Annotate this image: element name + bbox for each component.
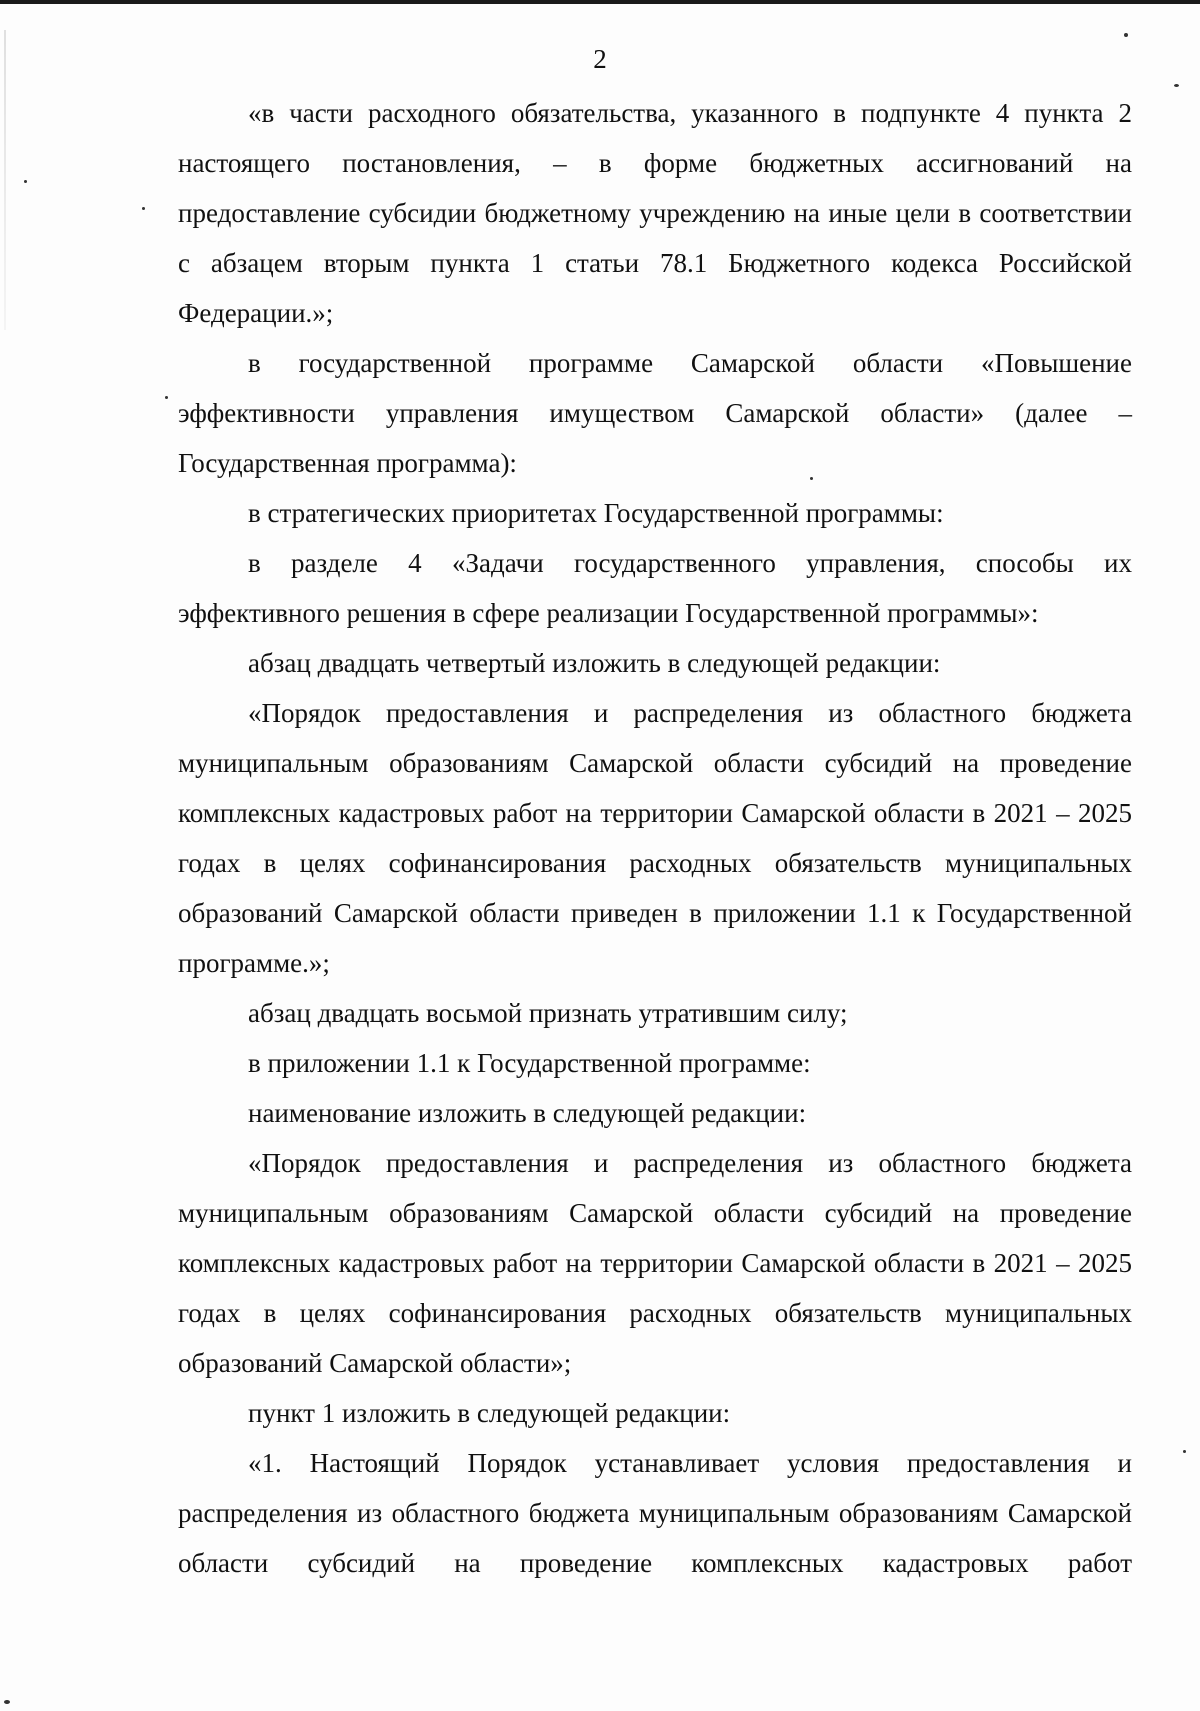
scan-speck <box>1174 84 1179 87</box>
scan-top-edge <box>0 0 1200 4</box>
paragraph: «1. Настоящий Порядок устанавливает условия предоставления и распределения из областного бюджета муниципальным образованиям Самарской области субсидий на проведение комплексных кадастровых работ <box>178 1448 1132 1578</box>
scan-speck <box>165 396 168 399</box>
paragraph: в разделе 4 «Задачи государственного управления, способы их эффективного решения в сфере реализации Государственной программы»: <box>178 548 1132 628</box>
paragraph: «Порядок предоставления и распределения из областного бюджета муниципальным образованиям Самарской области субсидий на проведение комплексных кадастровых работ на территории Самарской области в 2021 – 2025 годах в целях софинансирования расходных обязательств муниципальных образований Самарской области приведен в приложении 1.1 к Государственной программе.»; <box>178 698 1132 978</box>
body-text <box>178 88 1132 1588</box>
paragraph: наименование изложить в следующей редакции: <box>248 1098 807 1128</box>
paragraph: пункт 1 изложить в следующей редакции: <box>248 1398 731 1428</box>
paragraph: в приложении 1.1 к Государственной программе: <box>248 1048 811 1078</box>
scan-speck <box>1124 33 1128 37</box>
paragraph: абзац двадцать восьмой признать утратившим силу; <box>248 998 848 1028</box>
paragraph: «в части расходного обязательства, указанного в подпункте 4 пункта 2 настоящего постановления, – в форме бюджетных ассигнований на предоставление субсидии бюджетному учреждению на иные цели в соответствии с абзацем вторым пункта 1 статьи 78.1 Бюджетного кодекса Российской Федерации.»; <box>178 98 1132 328</box>
paragraph: в стратегических приоритетах Государственной программы: <box>248 498 944 528</box>
scan-speck <box>1183 1450 1186 1453</box>
paragraph: абзац двадцать четвертый изложить в следующей редакции: <box>248 648 941 678</box>
page-number: 2 <box>593 44 607 74</box>
paragraph: «Порядок предоставления и распределения из областного бюджета муниципальным образованиям Самарской области субсидий на проведение комплексных кадастровых работ на территории Самарской области в 2021 – 2025 годах в целях софинансирования расходных обязательств муниципальных образований Самарской области»; <box>178 1148 1132 1378</box>
scan-speck <box>24 180 27 183</box>
scan-left-edge <box>4 30 6 330</box>
scan-speck <box>142 207 145 210</box>
paragraph: в государственной программе Самарской области «Повышение эффективности управления имуществом Самарской области» (далее – Государственная программа): <box>178 348 1132 478</box>
scan-speck <box>4 1700 10 1704</box>
